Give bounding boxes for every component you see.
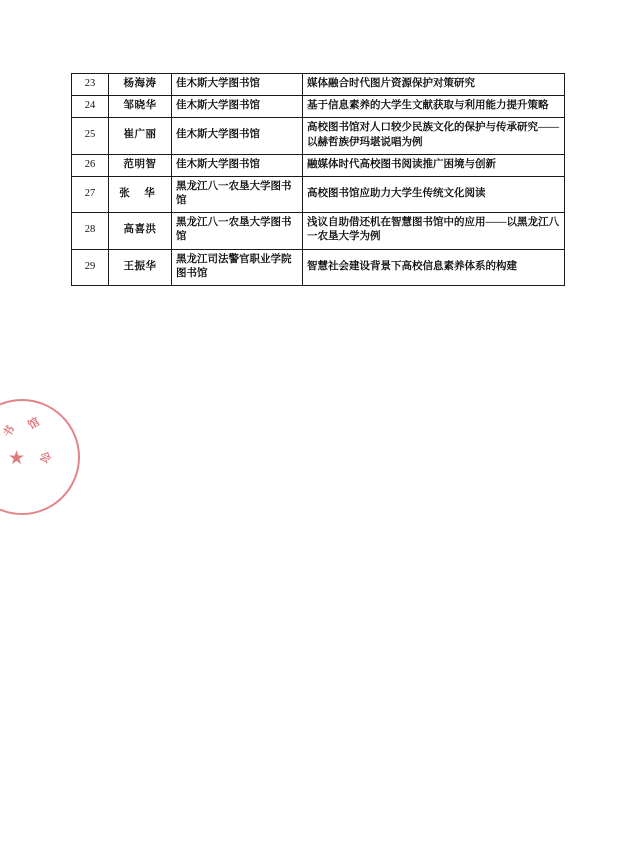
row-unit: 黑龙江司法警官职业学院图书馆 [172,249,303,285]
row-index: 27 [72,176,109,212]
row-index: 29 [72,249,109,285]
seal-ring [0,399,80,515]
table-row [72,118,565,154]
table-body [72,74,565,286]
row-title: 高校图书馆应助力大学生传统文化阅读 [303,176,565,212]
row-name: 崔广丽 [109,118,172,154]
award-list-table [71,73,565,286]
table-row [72,176,565,212]
row-index: 28 [72,213,109,249]
table-row [72,74,565,96]
row-name: 邹晓华 [109,96,172,118]
row-unit: 佳木斯大学图书馆 [172,74,303,96]
table-row [72,96,565,118]
row-unit: 黑龙江八一农垦大学图书馆 [172,213,303,249]
row-index: 24 [72,96,109,118]
row-unit: 佳木斯大学图书馆 [172,154,303,176]
row-name: 杨海涛 [109,74,172,96]
row-title: 浅议自助借还机在智慧图书馆中的应用——以黑龙江八一农垦大学为例 [303,213,565,249]
row-name: 张 华 [109,176,172,212]
table-row [72,213,565,249]
row-index: 25 [72,118,109,154]
row-index: 23 [72,74,109,96]
row-title: 智慧社会建设背景下高校信息素养体系的构建 [303,249,565,285]
seal-text-b: 馆 [26,415,42,432]
row-unit: 佳木斯大学图书馆 [172,118,303,154]
seal-text-c: 会 [37,450,53,466]
row-name: 范明智 [109,154,172,176]
row-title: 基于信息素养的大学生文献获取与利用能力提升策略 [303,96,565,118]
row-index: 26 [72,154,109,176]
seal-star-icon: ★ [8,447,26,469]
table-row [72,249,565,285]
row-title: 媒体融合时代图片资源保护对策研究 [303,74,565,96]
row-title: 高校图书馆对人口较少民族文化的保护与传承研究——以赫哲族伊玛堪说唱为例 [303,118,565,154]
table-row [72,154,565,176]
seal-text-a: 书 [1,423,18,440]
row-unit: 佳木斯大学图书馆 [172,96,303,118]
row-unit: 黑龙江八一农垦大学图书馆 [172,176,303,212]
official-seal-stamp [0,399,118,517]
row-title: 融媒体时代高校图书阅读推广困境与创新 [303,154,565,176]
row-name: 高喜洪 [109,213,172,249]
row-name: 王振华 [109,249,172,285]
